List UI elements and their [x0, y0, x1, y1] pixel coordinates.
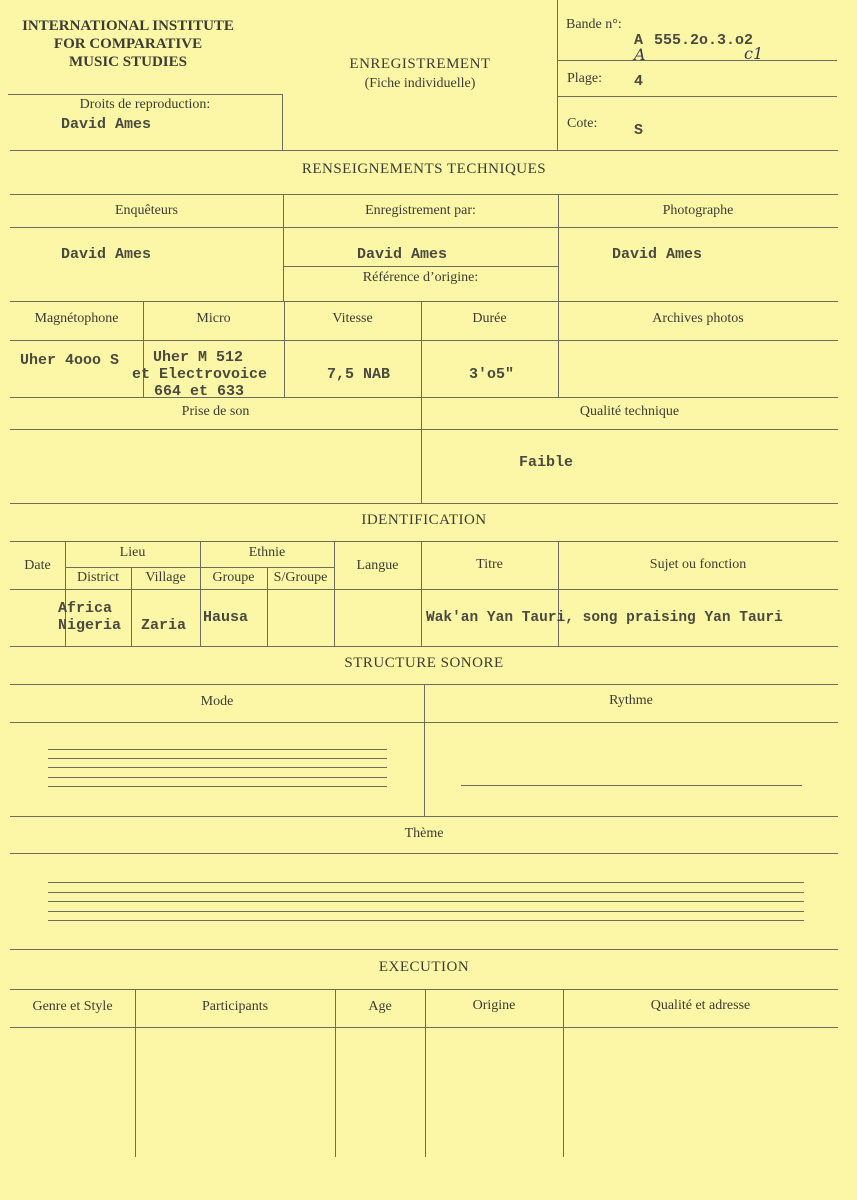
qualite-technique-label: Qualité technique — [579, 404, 680, 419]
theme-label: Thème — [404, 826, 444, 841]
vitesse-value: 7,5 NAB — [327, 366, 391, 383]
institute-name — [4, 17, 252, 71]
duree-label: Durée — [472, 311, 507, 326]
village-value: Zaria — [141, 617, 187, 634]
qualite-adresse-label: Qualité et adresse — [650, 998, 751, 1013]
genre-label: Genre et Style — [32, 999, 113, 1014]
micro-line-1: Uher M 512 — [153, 349, 244, 366]
bande-prefix: A — [634, 32, 644, 49]
photographe-value: David Ames — [612, 246, 703, 263]
age-label: Age — [368, 999, 392, 1014]
titre-label: Titre — [476, 557, 503, 572]
origine-label: Origine — [472, 998, 516, 1013]
enregistrement-label: Enregistrement par: — [365, 203, 476, 218]
institute-line-1: INTERNATIONAL INSTITUTE — [22, 18, 234, 34]
bande-hand-c1: c1 — [744, 44, 764, 63]
micro-line-3: 664 et 633 — [154, 383, 245, 397]
district-label: District — [77, 570, 119, 585]
duree-value: 3'o5" — [469, 366, 515, 383]
titre-value: Wak'an Yan Tauri, song praising Yan Tauri — [426, 610, 783, 626]
bande-hand-a: A — [634, 45, 646, 64]
cote-value: S — [634, 122, 644, 139]
magnetophone-label: Magnétophone — [34, 311, 119, 326]
identification-header: IDENTIFICATION — [361, 512, 487, 528]
institute-line-3: MUSIC STUDIES — [69, 54, 187, 70]
plage-value: 4 — [634, 73, 644, 90]
district-line-1: Africa — [58, 600, 113, 617]
date-label: Date — [24, 558, 51, 573]
rights-label: Droits de reproduction: — [79, 97, 211, 112]
vitesse-label: Vitesse — [332, 311, 373, 326]
execution-header: EXECUTION — [378, 959, 470, 975]
sujet-label: Sujet ou fonction — [649, 557, 747, 572]
bande-value: 555.2o.3.o2 — [654, 32, 754, 49]
plage-label: Plage: — [567, 71, 602, 86]
reference-label: Référence d’origine: — [362, 270, 479, 285]
micro-line-2: et Electrovoice — [132, 366, 268, 383]
qualite-technique-value: Faible — [519, 454, 574, 471]
magnetophone-value: Uher 4ooo S — [20, 352, 120, 369]
bande-label: Bande n°: — [566, 17, 622, 32]
record-title: ENREGISTREMENT — [349, 56, 491, 72]
institute-line-2: FOR COMPARATIVE — [53, 36, 203, 52]
district-line-2: Nigeria — [58, 617, 122, 634]
groupe-value: Hausa — [203, 609, 249, 626]
technical-header: RENSEIGNEMENTS TECHNIQUES — [301, 161, 547, 177]
micro-label: Micro — [196, 311, 231, 326]
prise-label: Prise de son — [181, 404, 250, 419]
archives-label: Archives photos — [652, 311, 744, 326]
enqueteurs-value: David Ames — [61, 246, 152, 263]
lieu-label: Lieu — [119, 545, 146, 560]
cote-label: Cote: — [567, 116, 598, 131]
mode-label: Mode — [200, 694, 234, 709]
sgroupe-label: S/Groupe — [273, 570, 328, 585]
structure-header: STRUCTURE SONORE — [344, 655, 504, 671]
participants-label: Participants — [201, 999, 269, 1014]
rights-value: David Ames — [61, 116, 152, 133]
photographe-label: Photographe — [662, 203, 734, 218]
langue-label: Langue — [356, 558, 399, 573]
rythme-label: Rythme — [609, 693, 653, 708]
village-label: Village — [145, 570, 186, 585]
enregistrement-value: David Ames — [357, 246, 448, 263]
groupe-label: Groupe — [212, 570, 255, 585]
record-subtitle: (Fiche individuelle) — [364, 76, 476, 91]
ethnie-label: Ethnie — [248, 545, 286, 560]
enqueteurs-label: Enquêteurs — [115, 203, 178, 218]
